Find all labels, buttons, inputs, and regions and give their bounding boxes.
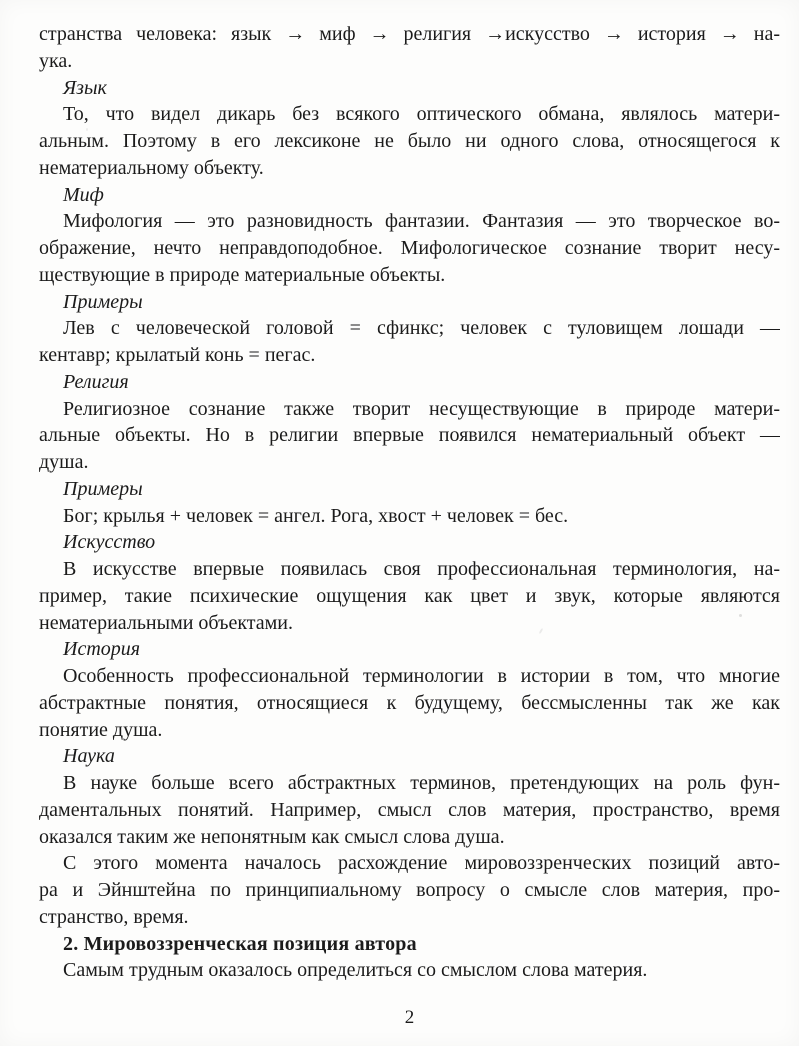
subheading-line: Примеры — [63, 477, 143, 500]
section-heading-line: 2. Мировоззренческая позиция автора — [63, 932, 417, 955]
text-line: даментальных понятий. Например, смысл слов материя, пространство, время — [39, 798, 780, 821]
subheading-line: Миф — [63, 183, 104, 206]
text-line: С этого момента началось расхождение мировоззренческих позиций авто- — [63, 852, 780, 875]
text-line: Особенность профессиональной терминологии в истории в том, что многие — [63, 665, 780, 687]
text-line: В науке больше всего абстрактных терминов, претендующих на роль фун- — [63, 772, 780, 794]
text-line: кентавр; крылатый конь = пегас. — [39, 344, 316, 366]
text-line: Религиозное сознание также творит несуществующие в природе матери- — [63, 397, 780, 420]
subheading-line: Примеры — [63, 290, 143, 313]
text-line: оказался таким же непонятным как смысл слова душа. — [39, 825, 505, 848]
scan-speck — [739, 614, 742, 617]
text-line: ука. — [39, 49, 73, 72]
text-line: Бог; крылья + человек = ангел. Рога, хвост + человек = бес. — [63, 504, 569, 527]
subheading-line: Язык — [63, 76, 107, 99]
text-line: В искусстве впервые появилась своя профессиональная терминология, на- — [63, 558, 780, 580]
text-line: альным. Поэтому в его лексиконе не было ни одного слова, относящегося к — [39, 130, 780, 152]
text-line: Самым трудным оказалось определиться со смыслом слова материя. — [63, 959, 648, 982]
text-line: абстрактные понятия, относящиеся к будущему, бессмысленны так же как — [39, 691, 780, 714]
text-block — [39, 21, 780, 984]
subheading-line: Наука — [63, 745, 115, 768]
subheading-line: Искусство — [63, 531, 156, 554]
text-line: пример, такие психические ощущения как цвет и звук, которые являются — [39, 584, 780, 607]
text-line: ра и Эйнштейна по принципиальному вопросу о смысле слов материя, про- — [39, 879, 780, 901]
text-line: странства человека: язык → миф → религия →искусство → история → на- — [39, 23, 780, 45]
text-line: То, что видел дикарь без всякого оптического обмана, являлось матери- — [63, 103, 780, 126]
text-line: нематериальными объектами. — [39, 611, 294, 634]
subheading-line: Религия — [63, 370, 129, 393]
text-line: душа. — [39, 451, 89, 473]
text-line: нематериальному объекту. — [39, 156, 264, 179]
text-line: альные объекты. Но в религии впервые появился нематериальный объект — — [39, 424, 780, 447]
text-line: ображение, нечто неправдоподобное. Мифологическое сознание творит несу- — [39, 237, 780, 259]
text-line: странство, время. — [39, 905, 189, 928]
scan-speck — [86, 128, 88, 131]
text-line: понятие душа. — [39, 718, 163, 741]
text-line: ществующие в природе материальные объекты. — [39, 263, 446, 286]
text-line: Лев с человеческой головой = сфинкс; человек с туловищем лошади — — [63, 317, 780, 340]
subheading-line: История — [63, 638, 141, 661]
page-number: 2 — [404, 1007, 415, 1028]
text-line: Мифология — это разновидность фантазии. Фантазия — это творческое во- — [63, 210, 780, 233]
